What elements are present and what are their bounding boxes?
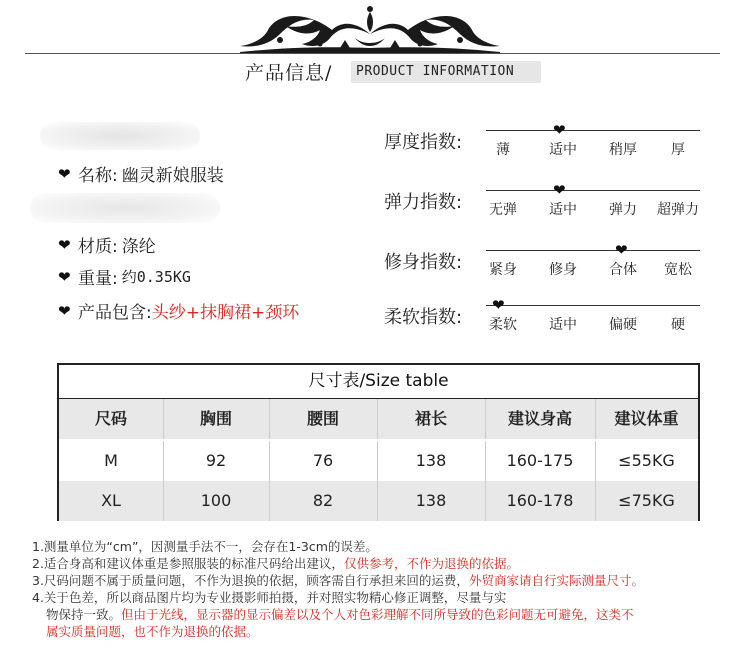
- note-4: [32, 588, 506, 606]
- index-scale-line-1: [486, 190, 700, 191]
- blurred-text-2: [30, 193, 220, 223]
- note-2: [32, 554, 519, 572]
- table-header-cell: 胸围: [199, 409, 232, 428]
- index-scale-line-0: [486, 130, 700, 131]
- header-title-zh: 产品信息/: [245, 62, 333, 84]
- table-cell: 100: [200, 491, 232, 510]
- info-name-value: 幽灵新娘服装: [121, 166, 224, 186]
- note-3-highlight: 外贸商家请自行实际测量尺寸。: [468, 573, 644, 588]
- table-cell: ≤55KG: [618, 451, 675, 470]
- table-column-divider: [377, 481, 378, 521]
- index-option-3-1: 适中: [549, 317, 577, 333]
- info-weight-value: 约0.35KG: [121, 268, 191, 286]
- index-label-0: 厚度指数:: [384, 132, 463, 153]
- table-column-divider: [269, 441, 270, 481]
- table-column-divider: [163, 481, 164, 521]
- table-cell: 138: [415, 451, 447, 470]
- note-4-highlight: 但由于光线，显示器的显示偏差以及个人对色彩理解不同所导致的色彩问题无可避免，这类不: [121, 607, 634, 622]
- table-column-divider: [377, 441, 378, 481]
- note-3-text: 3.尺码问题不属于质量问题，不作为退换的依据，顾客需自行承担来回的运费，: [32, 573, 469, 588]
- table-cell: 160-175: [506, 451, 574, 470]
- table-column-divider: [163, 441, 164, 481]
- table-cell: ≤75KG: [618, 491, 675, 510]
- index-label-1: 弹力指数:: [384, 192, 463, 213]
- note-4-text-2: 物保持一致。: [46, 607, 122, 622]
- index-option-1-1: 适中: [549, 202, 577, 218]
- index-option-1-2: 弹力: [609, 202, 637, 218]
- table-header-cell: 腰围: [306, 409, 339, 428]
- info-name-label: 名称:: [78, 166, 118, 186]
- table-column-divider: [595, 399, 596, 439]
- index-label-2: 修身指数:: [384, 252, 463, 273]
- table-cell: 82: [312, 491, 334, 510]
- table-column-divider: [595, 441, 596, 481]
- note-4-line3: [46, 622, 259, 640]
- heart-icon: ❤: [58, 301, 71, 320]
- info-package-value: 头纱+抹胸裙+颈环: [151, 303, 300, 323]
- index-marker-heart-icon: ❤: [615, 241, 628, 259]
- info-weight: [58, 264, 191, 289]
- heart-icon: ❤: [58, 267, 71, 286]
- header-ornament: [220, 4, 520, 54]
- info-weight-label: 重量:: [78, 269, 118, 289]
- index-option-0-3: 厚: [671, 142, 685, 158]
- table-cell: 76: [312, 451, 334, 470]
- info-package: [58, 298, 299, 323]
- index-option-3-2: 偏硬: [609, 317, 637, 333]
- index-marker-heart-icon: ❤: [492, 296, 505, 314]
- blurred-text-1: [40, 122, 200, 150]
- note-2-highlight: 仅供参考，不作为退换的依据。: [343, 556, 519, 571]
- table-cell: 92: [205, 451, 227, 470]
- index-option-0-1: 适中: [549, 142, 577, 158]
- table-row: [59, 481, 698, 521]
- index-marker-heart-icon: ❤: [553, 181, 566, 199]
- info-material-label: 材质:: [78, 237, 118, 257]
- header-divider: [25, 53, 720, 54]
- info-material-value: 涤纶: [121, 237, 156, 257]
- note-1: [32, 537, 378, 555]
- note-2-text: 2.适合身高和建议体重是参照服装的标准尺码给出建议，: [32, 556, 344, 571]
- info-package-label: 产品包含:: [78, 303, 152, 323]
- index-option-0-2: 稍厚: [609, 142, 637, 158]
- table-cell: M: [104, 451, 118, 470]
- index-option-2-1: 修身: [549, 262, 577, 278]
- note-4-highlight-2: 属实质量问题，也不作为退换的依据。: [46, 624, 259, 639]
- note-3: [32, 571, 644, 589]
- note-1-text: 1.测量单位为“cm”，因测量手法不一，会存在1-3cm的误差。: [32, 539, 378, 554]
- info-material: [58, 232, 156, 257]
- heart-icon: ❤: [58, 164, 71, 183]
- table-column-divider: [485, 481, 486, 521]
- note-4-line2: [46, 605, 634, 623]
- index-option-3-3: 硬: [671, 317, 685, 333]
- heart-icon: ❤: [58, 235, 71, 254]
- size-table-title: 尺寸表/Size table: [308, 371, 449, 391]
- note-4-text: 4.关于色差，所以商品图片均为专业摄影师拍摄，并对照实物精心修正调整，尽量与实: [32, 590, 507, 605]
- index-option-1-0: 无弹: [489, 202, 517, 218]
- table-column-divider: [485, 399, 486, 439]
- info-name: [58, 161, 224, 186]
- index-marker-heart-icon: ❤: [553, 121, 566, 139]
- table-row: [59, 441, 698, 481]
- table-header-cell: 建议体重: [614, 409, 679, 428]
- table-header-cell: 裙长: [414, 409, 447, 428]
- table-column-divider: [485, 441, 486, 481]
- table-column-divider: [163, 399, 164, 439]
- header-title-en: PRODUCT INFORMATION: [356, 64, 515, 79]
- table-cell: XL: [101, 491, 121, 510]
- index-option-2-0: 紧身: [489, 262, 517, 278]
- table-column-divider: [595, 481, 596, 521]
- index-option-2-2: 合体: [609, 262, 637, 278]
- size-table-header-row: [59, 399, 698, 439]
- table-cell: 138: [415, 491, 447, 510]
- index-scale-line-2: [486, 250, 700, 251]
- table-column-divider: [269, 399, 270, 439]
- table-column-divider: [377, 399, 378, 439]
- table-header-cell: 尺码: [94, 409, 127, 428]
- table-cell: 160-178: [506, 491, 574, 510]
- table-header-cell: 建议身高: [507, 409, 572, 428]
- index-option-1-3: 超弹力: [657, 202, 699, 218]
- index-scale-line-3: [486, 305, 700, 306]
- index-option-0-0: 薄: [496, 142, 510, 158]
- table-column-divider: [269, 481, 270, 521]
- index-option-2-3: 宽松: [664, 262, 692, 278]
- index-option-3-0: 柔软: [489, 317, 517, 333]
- index-label-3: 柔软指数:: [384, 307, 463, 328]
